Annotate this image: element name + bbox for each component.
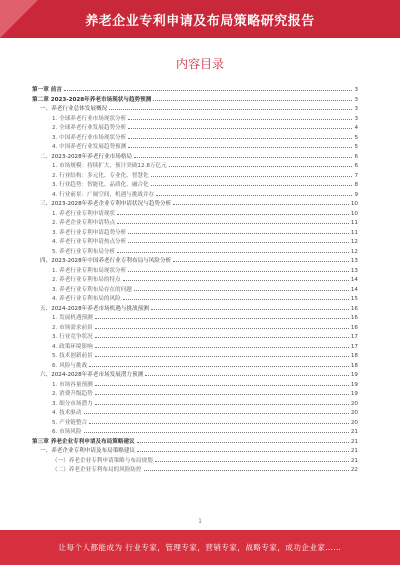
toc-entry-page: 15 [350, 296, 358, 302]
dot-leader [134, 284, 349, 291]
dot-leader [123, 293, 349, 300]
toc-entry[interactable] [32, 407, 358, 417]
toc-entry-label: 1. 市场规模：持续扩大，预计突破12.8万亿元 [52, 163, 167, 169]
toc-entry[interactable] [32, 217, 358, 227]
dot-leader [128, 122, 352, 129]
toc-entry-label: 三、2023-2028年养老企业专利申请状况与趋势分析 [40, 201, 172, 207]
toc-entry[interactable] [32, 284, 358, 294]
toc-entry[interactable] [32, 265, 358, 275]
dot-leader [128, 227, 349, 234]
toc-entry-label: 2. 养老行业专利布局的特点 [52, 277, 121, 283]
toc-entry-label: 第一章 前言 [32, 87, 62, 93]
toc-entry[interactable] [32, 141, 358, 151]
toc-entry-label: 2. 行业结构：多元化、专业化、智慧化 [52, 172, 149, 179]
toc-entry[interactable] [32, 426, 358, 436]
toc-entry-label: （二）养老企业专利布局的风险防控 [52, 467, 142, 473]
toc-entry-label: 5. 技术创新前景 [52, 353, 93, 359]
toc-entry[interactable] [32, 398, 358, 408]
toc-entry[interactable] [32, 132, 358, 142]
toc-entry-page: 20 [350, 400, 358, 407]
toc-entry[interactable] [32, 388, 358, 398]
toc-entry[interactable] [32, 303, 358, 313]
dot-leader [137, 445, 349, 452]
dot-leader [151, 170, 353, 177]
toc-entry-label: 3. 细分市场潜力 [52, 400, 93, 407]
toc-entry[interactable] [32, 312, 358, 322]
toc-heading: 内容目录 [175, 57, 224, 71]
toc-entry-label: （一）养老企业专利申请策略与布局规划 [52, 457, 153, 464]
toc-entry-label: 六、2024-2028年养老市场发展潜力预测 [40, 372, 144, 378]
dot-leader [95, 388, 349, 395]
toc-entry-page: 12 [350, 248, 358, 255]
dot-leader [95, 398, 349, 405]
toc-entry-label: 1. 养老行业专利布局现状分析 [52, 267, 127, 274]
dot-leader [155, 455, 349, 462]
dot-leader [151, 303, 349, 310]
dot-leader [109, 103, 352, 110]
dot-leader [95, 379, 349, 386]
dot-leader [89, 360, 349, 367]
footer-bar [0, 530, 400, 565]
toc-entry[interactable] [32, 170, 358, 180]
report-title: 养老企业专利申请及布局策略研究报告 [85, 14, 315, 29]
toc-entry[interactable] [32, 331, 358, 341]
toc-entry-label: 3. 行业趋势：智能化、品质化、融合化 [52, 182, 149, 188]
dot-leader [134, 151, 352, 158]
toc-entry[interactable] [32, 274, 358, 284]
toc-entry-page: 16 [350, 324, 358, 331]
toc-entry-page: 19 [350, 372, 358, 378]
toc-entry-page: 14 [350, 286, 358, 293]
toc-entry-label: 5. 产业链整合 [52, 419, 88, 426]
toc-entry-label: 二、2023-2028年养老行业市场格局 [40, 153, 133, 160]
toc-entry[interactable] [32, 360, 358, 370]
toc-entry-page: 3 [354, 96, 358, 103]
header-bar [0, 0, 400, 38]
dot-leader [153, 94, 352, 101]
toc-entry[interactable] [32, 160, 358, 170]
dot-leader [156, 189, 352, 196]
toc-entry-page: 3 [354, 106, 358, 112]
toc-entry-page: 18 [350, 353, 358, 359]
toc-entry-page: 17 [350, 343, 358, 350]
toc-entry-label: 一、养老企业专利申请及布局策略建议 [40, 448, 136, 454]
toc-entry[interactable] [32, 445, 358, 455]
toc-entry-label: 5. 养老行业专利布局分析 [52, 248, 116, 255]
dot-leader [117, 246, 349, 253]
toc-entry-label: 2. 市场需求前景 [52, 324, 93, 331]
toc-entry[interactable] [32, 103, 358, 113]
toc-entry-label: 五、2024-2028年养老市场机遇与挑战预测 [40, 305, 149, 312]
toc-entry[interactable] [32, 417, 358, 427]
toc-entry-label: 3. 养老行业专利申请趋势分析 [52, 229, 127, 236]
toc-entry-label: 第二章 2023-2028年养老市场现状与趋势预测 [32, 96, 152, 103]
toc-entry[interactable] [32, 379, 358, 389]
toc-entry-page: 5 [354, 134, 358, 141]
toc-entry-label: 4. 政策环境影响 [52, 343, 93, 350]
dot-leader [137, 436, 349, 443]
toc-entry-label: 2. 全球养老行业发展趋势分析 [52, 125, 127, 131]
dot-leader [128, 132, 352, 139]
dot-leader [117, 208, 349, 215]
dot-leader [89, 417, 349, 424]
toc-entry-label: 2. 养老企业专利申请特点 [52, 220, 116, 226]
dot-leader [95, 331, 349, 338]
toc-entry[interactable] [32, 255, 358, 265]
toc-entry-label: 四、2023-2028年中国养老行业专利布局与风险分析 [40, 258, 172, 264]
toc-entry-label: 4. 行业前景：广阔空间，机遇与挑战并存 [52, 191, 155, 198]
toc-entry[interactable] [32, 198, 358, 208]
toc-entry[interactable] [32, 350, 358, 360]
toc-entry-label: 1. 发展机遇预测 [52, 315, 93, 321]
toc-entry[interactable] [32, 94, 358, 104]
toc-entry-page: 12 [350, 239, 358, 245]
dot-leader [169, 160, 353, 167]
toc-entry-label: 6. 市场风险 [52, 429, 82, 435]
toc-entry-page: 5 [354, 144, 358, 150]
dot-leader [173, 255, 349, 262]
dot-leader [151, 179, 353, 186]
footer-slogan: 让每个人都能成为 行业专家，管理专家，营销专家，战略专家，成功企业家…… [58, 543, 342, 552]
toc-entry-page: 16 [350, 305, 358, 312]
toc-entry-page: 6 [354, 153, 358, 160]
toc-entry[interactable] [32, 84, 358, 94]
toc-entry-page: 11 [350, 220, 358, 226]
toc-entry[interactable] [32, 227, 358, 237]
toc-entry-label: 4. 养老行业专利申请热点分析 [52, 239, 127, 245]
toc-entry-page: 8 [354, 182, 358, 188]
toc-entry[interactable] [32, 322, 358, 332]
dot-leader [64, 84, 353, 91]
dot-leader [95, 312, 349, 319]
toc-entry-page: 21 [350, 448, 358, 454]
toc-entry-page: 21 [350, 457, 358, 464]
toc-entry-label: 3. 中国养老行业市场现状分析 [52, 134, 127, 141]
dot-leader [128, 141, 352, 148]
toc-entry-page: 6 [354, 163, 358, 169]
toc-entry-label: 2. 消费升级趋势 [52, 391, 93, 397]
toc-entry-page: 19 [350, 391, 358, 397]
toc-entry-page: 18 [350, 362, 358, 369]
toc-entry[interactable] [32, 179, 358, 189]
toc-entry-page: 17 [350, 334, 358, 340]
dot-leader [128, 113, 352, 120]
toc-entry-label: 4. 养老行业专利布局的风险 [52, 296, 121, 302]
dot-leader [128, 236, 349, 243]
dot-leader [128, 265, 349, 272]
toc-entry-page: 10 [350, 210, 358, 217]
toc-entry[interactable] [32, 189, 358, 199]
toc-entry-label: 4. 中国养老行业发展趋势预测 [52, 144, 127, 150]
page-number: 1 [198, 518, 202, 525]
toc-entry-page: 19 [350, 381, 358, 388]
toc-entry[interactable] [32, 113, 358, 123]
toc-entry-label: 一、养老行业总体发展概况 [40, 106, 108, 112]
toc-entry[interactable] [32, 151, 358, 161]
toc-entry-page: 20 [350, 419, 358, 426]
dot-leader [173, 198, 349, 205]
toc-entry-page: 20 [350, 410, 358, 416]
toc-entry-page: 21 [350, 438, 358, 445]
toc-entry[interactable] [32, 341, 358, 351]
toc-entry-label: 第三章 养老企业专利申请及布局策略建议 [32, 438, 135, 445]
dot-leader [144, 464, 349, 471]
toc-entry[interactable] [32, 122, 358, 132]
toc-entry-page: 3 [354, 87, 358, 93]
dot-leader [95, 322, 349, 329]
toc-entry[interactable] [32, 455, 358, 465]
dot-leader [95, 350, 349, 357]
toc-entry-page: 14 [350, 277, 358, 283]
toc-entry-label: 1. 全球养老行业市场现状分析 [52, 115, 127, 122]
toc-entry[interactable] [32, 236, 358, 246]
dot-leader [117, 217, 349, 224]
toc-entry-page: 10 [350, 201, 358, 207]
dot-leader [95, 341, 349, 348]
toc-entry-label: 3. 行业竞争状况 [52, 334, 93, 340]
toc-entry-label: 1. 养老行业专利申请现状 [52, 210, 116, 217]
toc-entry-label: 4. 技术驱动 [52, 410, 82, 416]
toc-entry[interactable] [32, 436, 358, 446]
toc-entry-page: 7 [354, 172, 358, 179]
dot-leader [84, 407, 349, 414]
toc-entry-page: 22 [350, 467, 358, 473]
toc-entry[interactable] [32, 208, 358, 218]
toc-entry-page: 13 [350, 267, 358, 274]
toc-entry[interactable] [32, 369, 358, 379]
dot-leader [123, 274, 349, 281]
toc-entry[interactable] [32, 293, 358, 303]
toc-entry[interactable] [32, 464, 358, 474]
toc-entry-page: 11 [350, 229, 358, 236]
toc-entry-label: 1. 市场容量预测 [52, 381, 93, 388]
table-of-contents [32, 84, 358, 474]
toc-entry[interactable] [32, 246, 358, 256]
dot-leader [145, 369, 349, 376]
toc-entry-page: 9 [354, 191, 358, 198]
toc-entry-label: 6. 风险与挑战 [52, 362, 88, 369]
toc-entry-page: 3 [354, 115, 358, 122]
toc-entry-label: 3. 养老行业专利布局存在的问题 [52, 286, 132, 293]
toc-entry-page: 21 [350, 429, 358, 435]
toc-entry-page: 16 [350, 315, 358, 321]
toc-entry-page: 13 [350, 258, 358, 264]
toc-entry-page: 4 [354, 125, 358, 131]
dot-leader [84, 426, 349, 433]
